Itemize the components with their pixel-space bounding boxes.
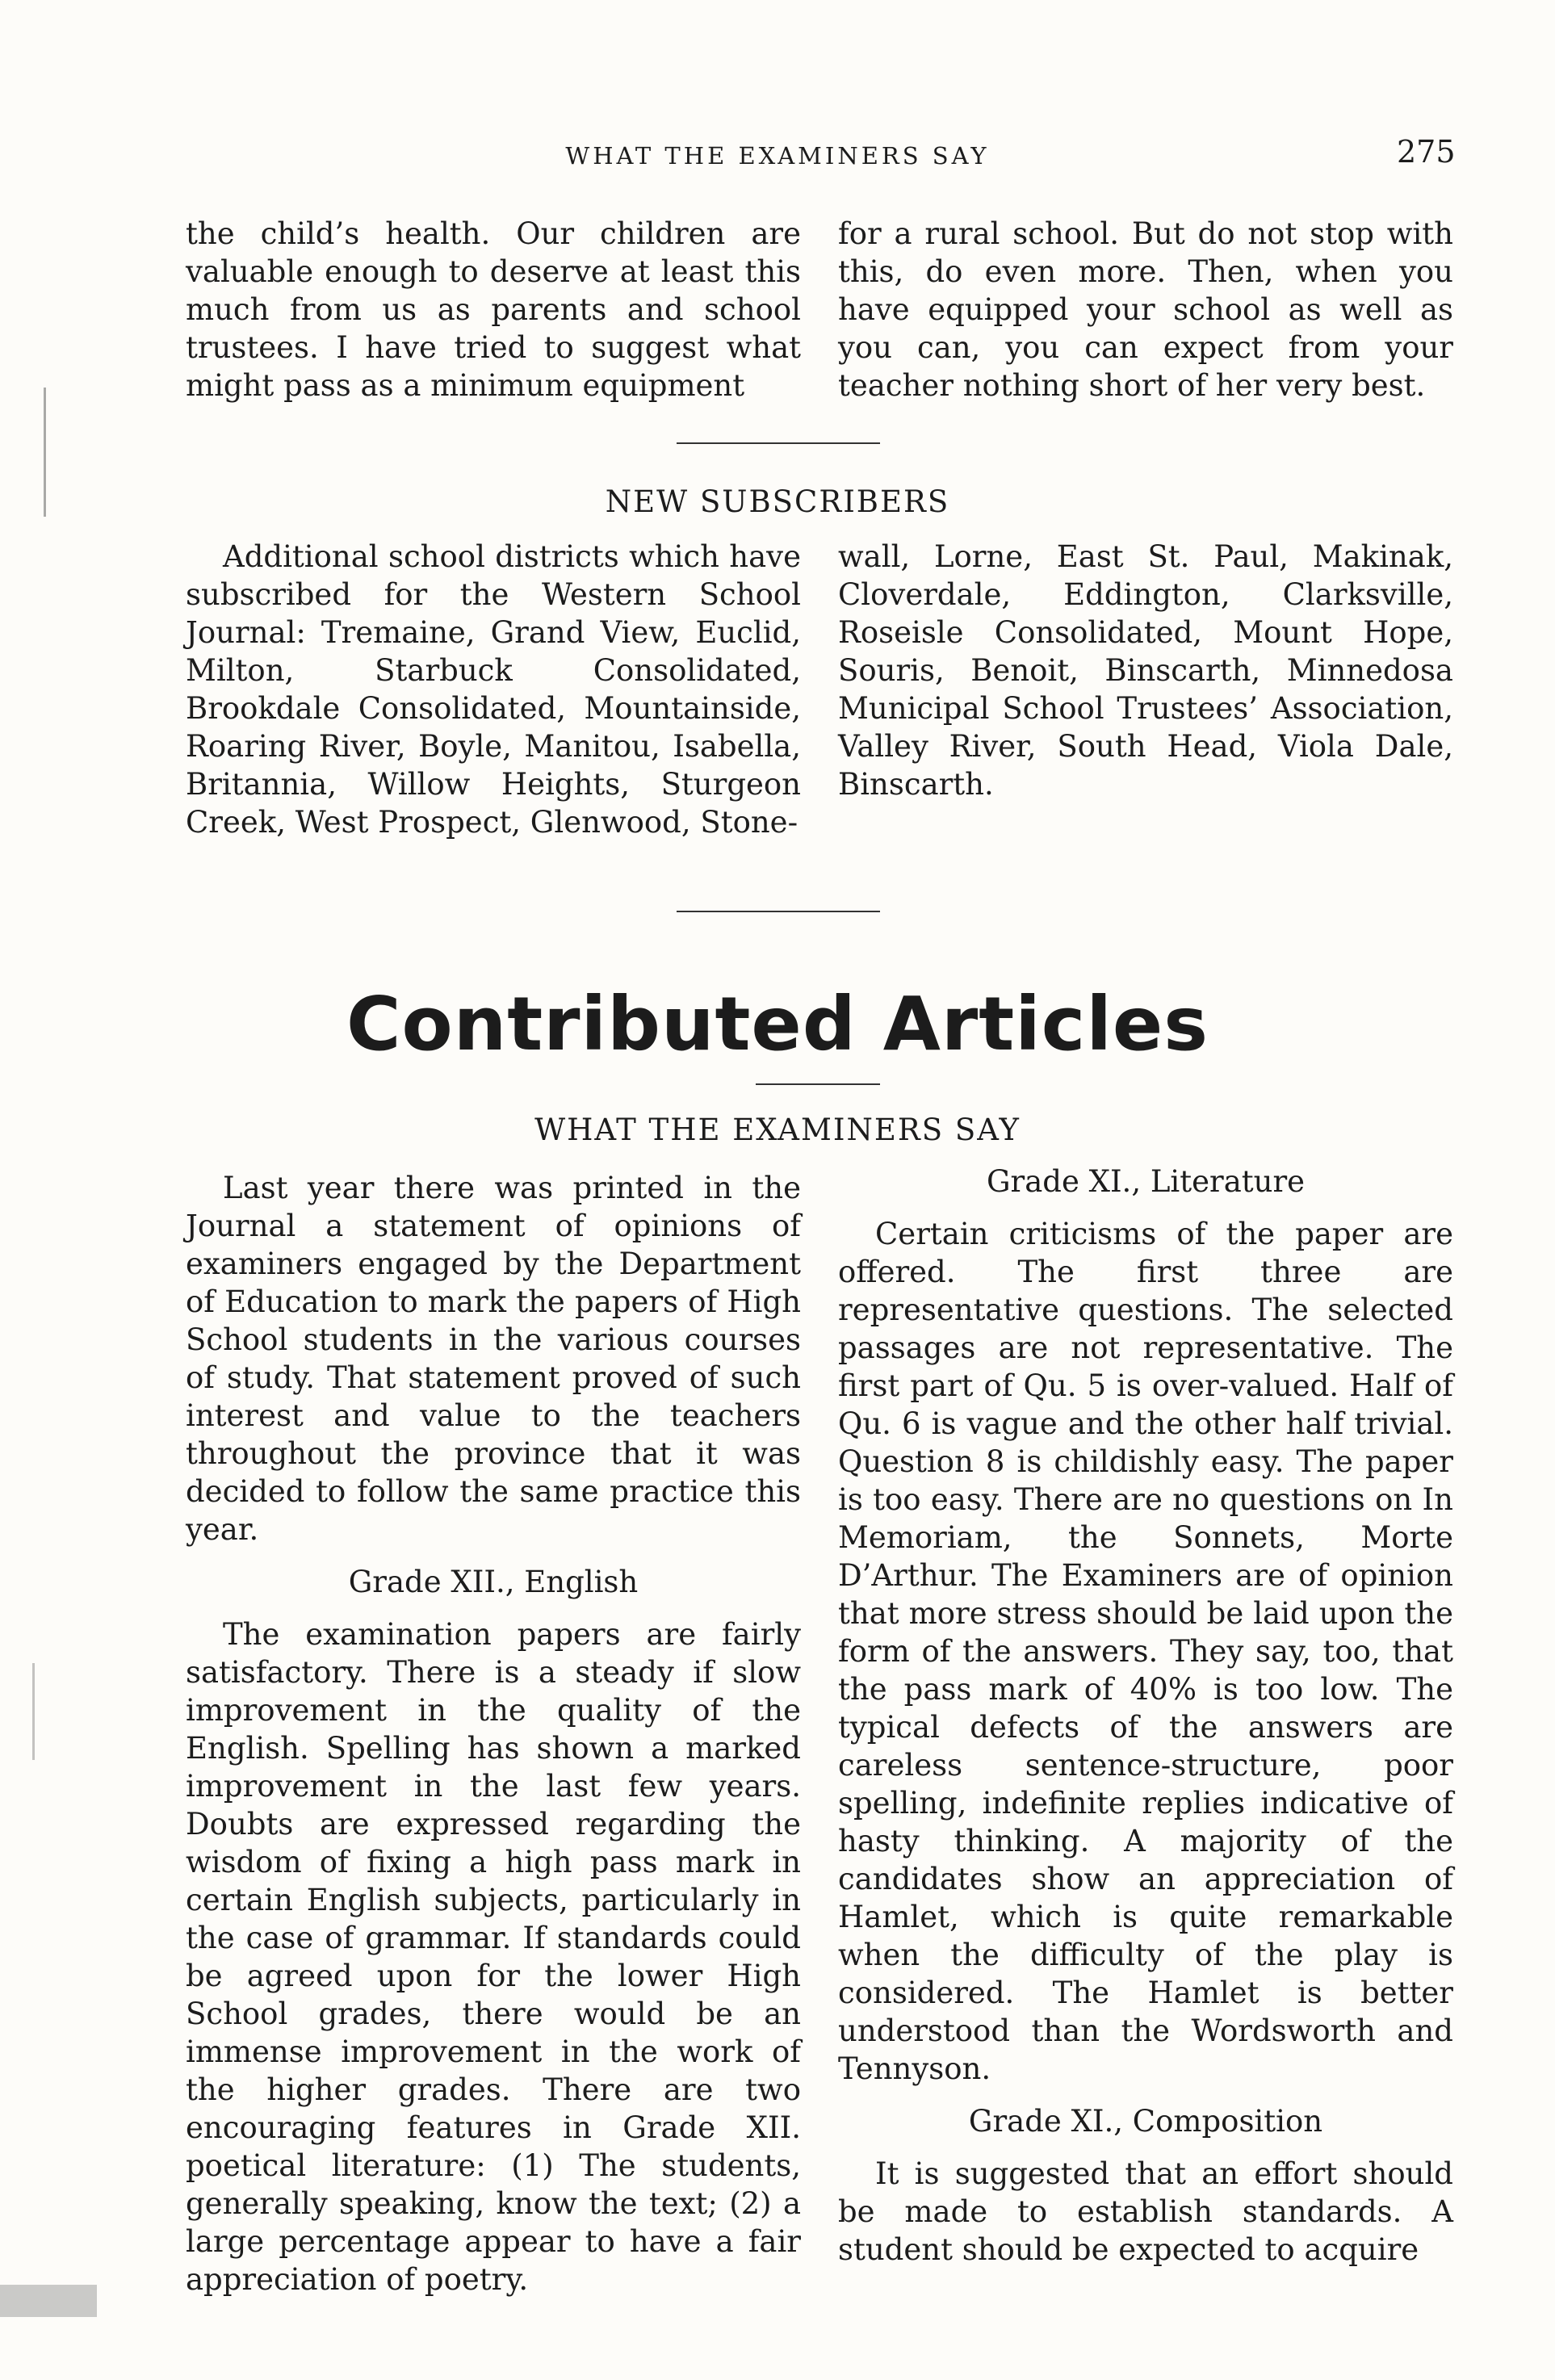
grade11-literature-heading: Grade XI., Literature: [986, 1164, 1306, 1199]
scan-corner-smudge: [0, 2285, 97, 2317]
grade12-english-paragraph: The examination papers are fairly satisfactory. There is a steady if slow improvement in the quality of the English. Spelling has shown a marked improvement in the last few years. Doubts are expressed regarding the wisdom of fixing a high pass mark in certain English subjects, particularly in the case of grammar. If standards could be agreed upon for the lower High School grades, there would be an immense improvement in the work of the higher grades. There are two encouraging features in Grade XII. poetical literature: (1) The students, generally speaking, know the text; (2) a large percentage appear to have a fair appreciation of poetry.: [186, 1617, 801, 2297]
top-left-text: the child’s health. Our children are valuable enough to deserve at least this much from us as parents and school trustees. I have tried to suggest what might pass as a minimum equipment: [186, 216, 801, 403]
running-head: WHAT THE EXAMINERS SAY: [565, 142, 990, 170]
scan-edge-mark: [32, 1663, 35, 1760]
article-title: WHAT THE EXAMINERS SAY: [534, 1112, 1021, 1147]
article-left-column: [186, 1169, 801, 2298]
article-right-column: [838, 1163, 1453, 2269]
title-underline-rule: [756, 1083, 880, 1085]
grade11-literature-paragraph: Certain criticisms of the paper are offered. The first three are representative questions. The selected passages are not representative. The first part of Qu. 5 is over-valued. Half of Qu. 6 is vague and the other half trivial. Question 8 is childishly easy. The paper is too easy. There are no questions on In Memoriam, the Sonnets, Morte D’Arthur. The Examiners are of opinion that more stress should be laid upon the form of the answers. They say, too, that the pass mark of 40% is too low. The typical defects of the answers are careless sentence-structure, poor spelling, indefinite replies indicative of hasty thinking. A majority of the candidates show an appreciation of Hamlet, which is quite remarkable when the difficulty of the play is considered. The Hamlet is better understood than the Wordsworth and Tennyson.: [838, 1217, 1453, 2086]
subscribers-right-column: [838, 538, 1453, 803]
subscribers-left-text: Additional school districts which have subscribed for the Western School Journal: Tremaine, Grand View, Euclid, Milton, Starbuck Consolidated, Brookdale Consolidated, Mountainside, Roaring River, Boyle, Manitou, Isabella, Britannia, Willow Heights, Sturgeon Creek, West Prospect, Glenwood, Stone-: [186, 539, 801, 840]
top-right-column: [838, 215, 1453, 404]
new-subscribers-title: NEW SUBSCRIBERS: [605, 484, 950, 519]
subscribers-right-text: wall, Lorne, East St. Paul, Makinak, Cloverdale, Eddington, Clarksville, Roseisle Consolidated, Mount Hope, Souris, Benoit, Binscarth, Minnedosa Municipal School Trustees’ Association, Valley River, South Head, Viola Dale, Binscarth.: [838, 539, 1453, 802]
top-left-column: [186, 215, 801, 404]
page-number: 275: [1397, 134, 1456, 170]
grade11-composition-paragraph: It is suggested that an effort should be made to establish standards. A student should be expected to acquire: [838, 2156, 1453, 2267]
contributed-articles-title: Contributed Articles: [346, 981, 1209, 1067]
divider-rule: [677, 911, 880, 912]
grade12-english-heading: Grade XII., English: [348, 1565, 639, 1599]
subscribers-left-column: [186, 538, 801, 841]
divider-rule: [677, 442, 880, 444]
top-right-text: for a rural school. But do not stop with this, do even more. Then, when you have equipped your school as well as you can, you can expect from your teacher nothing short of her very best.: [838, 216, 1453, 403]
scan-edge-mark: [44, 388, 46, 517]
intro-paragraph: Last year there was printed in the Journal a statement of opinions of examiners engaged by the Department of Education to mark the papers of High School students in the various courses of study. That statement proved of such interest and value to the teachers throughout the province that it was decided to follow the same practice this year.: [186, 1171, 801, 1547]
grade11-composition-heading: Grade XI., Composition: [968, 2104, 1323, 2139]
